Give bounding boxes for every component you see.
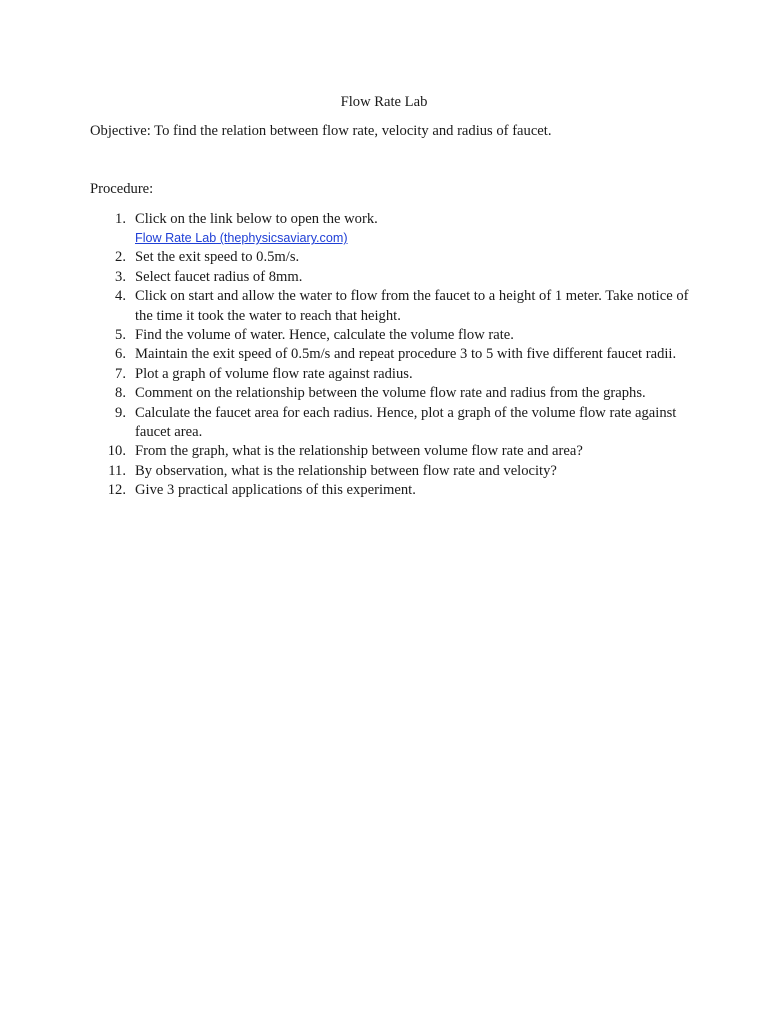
procedure-step-7	[0, 365, 695, 384]
step-text: Plot a graph of volume flow rate against radius.	[135, 365, 413, 382]
step-text: Select faucet radius of 8mm.	[135, 268, 303, 285]
step-number: 5.	[115, 327, 126, 344]
step-number: 9.	[115, 404, 126, 421]
procedure-step-1	[0, 210, 695, 248]
procedure-step-10	[0, 442, 695, 461]
step-text: Set the exit speed to 0.5m/s.	[135, 249, 300, 266]
step-text: Give 3 practical applications of this experiment.	[135, 482, 416, 499]
step-number: 6.	[115, 346, 126, 363]
procedure-step-9	[0, 404, 695, 443]
step-number: 3.	[115, 268, 126, 285]
step-number: 2.	[115, 249, 126, 266]
step-number: 10.	[107, 443, 126, 460]
procedure-step-4	[0, 287, 695, 326]
objective-text: Objective: To find the relation between flow rate, velocity and radius of faucet.	[90, 123, 552, 139]
procedure-step-11	[0, 462, 695, 481]
document-title: Flow Rate Lab	[340, 94, 428, 110]
procedure-step-5	[0, 326, 695, 345]
step-text: From the graph, what is the relationship between volume flow rate and area?	[135, 443, 583, 460]
flow-rate-lab-link[interactable]: Flow Rate Lab (thephysicsaviary.com)	[135, 231, 348, 246]
procedure-step-3	[0, 268, 695, 287]
step-number: 11.	[108, 462, 126, 479]
step-number: 7.	[115, 365, 126, 382]
step-text: Click on start and allow the water to flow from the faucet to a height of 1 meter. Take notice of the time it took the water to reach that height.	[135, 288, 689, 324]
step-text: Comment on the relationship between the volume flow rate and radius from the graphs.	[135, 385, 646, 402]
procedure-step-2	[0, 248, 695, 267]
step-text: Find the volume of water. Hence, calculate the volume flow rate.	[135, 327, 514, 344]
step-number: 8.	[115, 385, 126, 402]
procedure-step-8	[0, 384, 695, 403]
step-text: Maintain the exit speed of 0.5m/s and repeat procedure 3 to 5 with five different faucet radii.	[135, 346, 677, 363]
step-text: By observation, what is the relationship between flow rate and velocity?	[135, 462, 557, 479]
step-text: Click on the link below to open the work.	[135, 211, 378, 227]
step-number: 1.	[115, 211, 126, 227]
procedure-list	[0, 210, 768, 501]
step-number: 12.	[107, 482, 126, 499]
procedure-step-6	[0, 345, 695, 364]
procedure-step-12	[0, 481, 695, 500]
step-number: 4.	[115, 288, 126, 305]
procedure-heading: Procedure:	[90, 181, 154, 197]
step-text: Calculate the faucet area for each radius. Hence, plot a graph of the volume flow rate against faucet area.	[135, 404, 677, 441]
